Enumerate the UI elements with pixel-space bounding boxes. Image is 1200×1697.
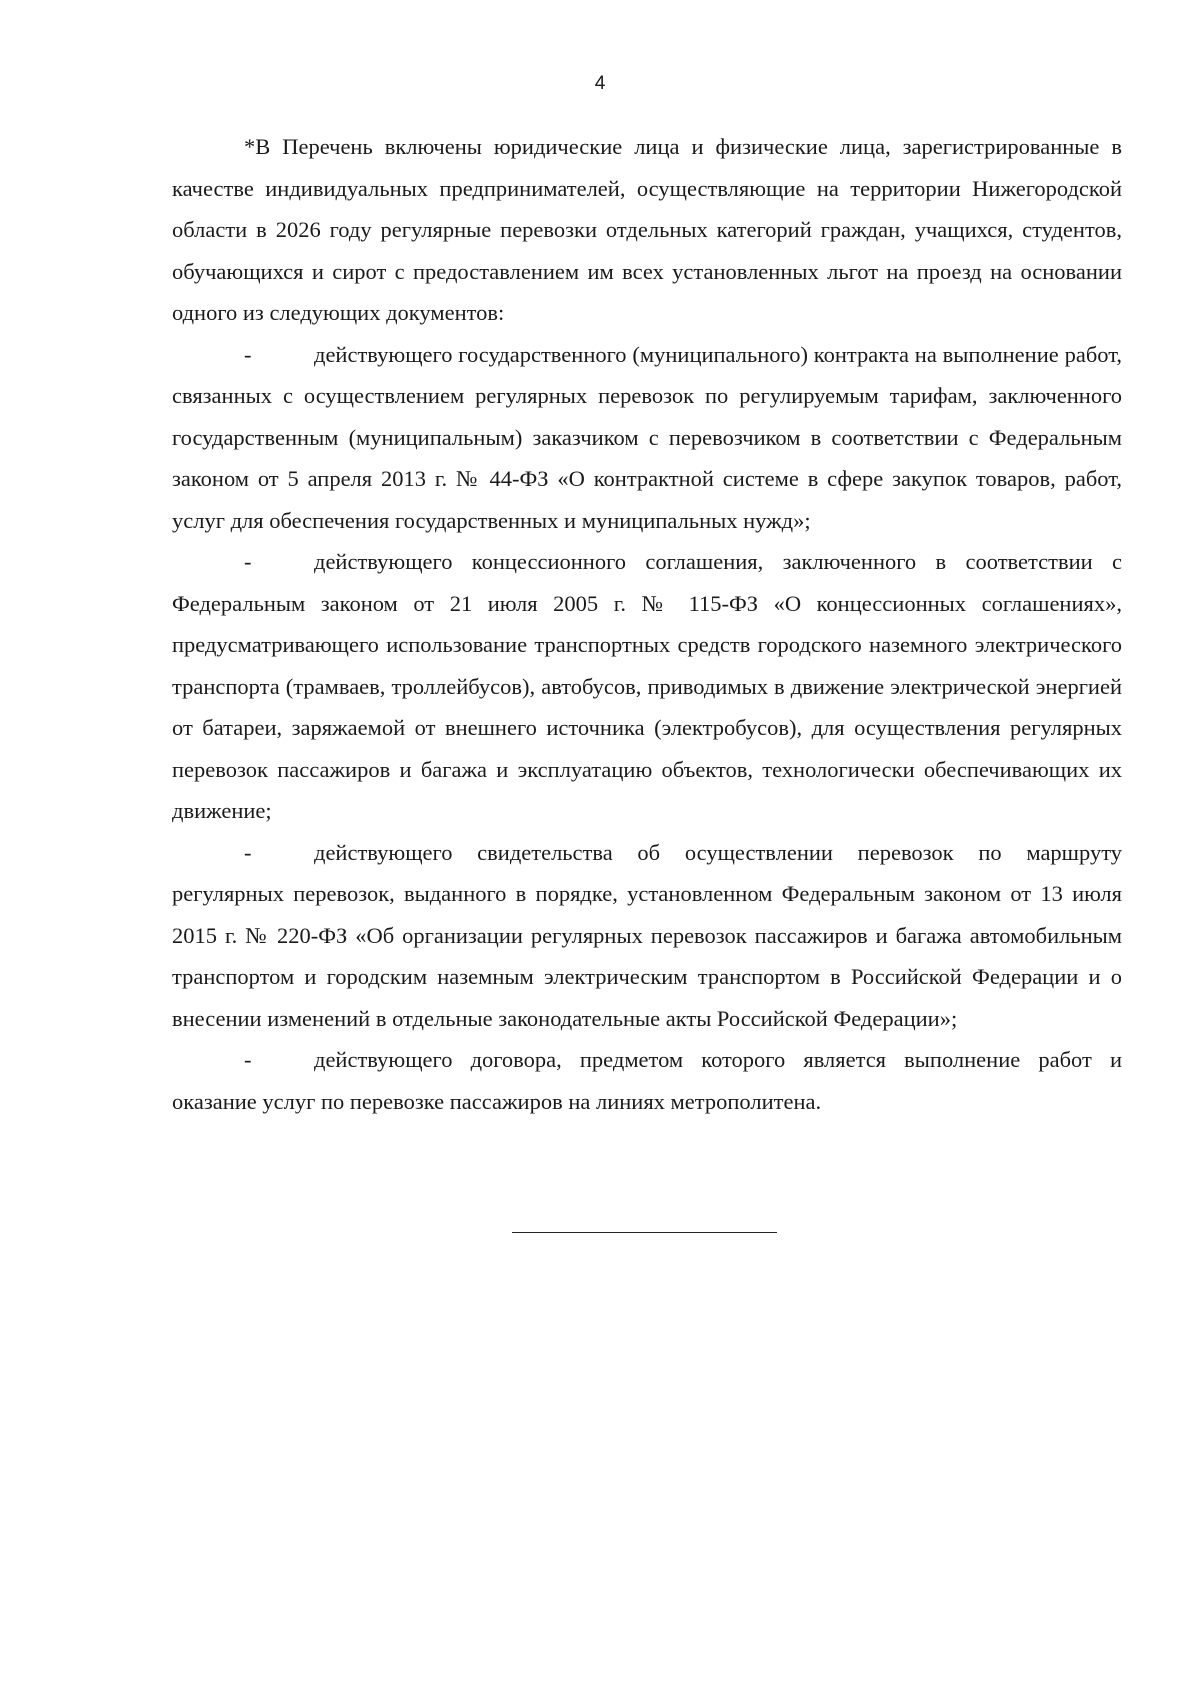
- list-dash: -: [244, 1047, 252, 1072]
- list-item-text: действующего концессионного соглашения, заключенного в соответствии с Федеральным законом от 21 июля 2005 г. № 115-ФЗ «О концессионных соглашениях», предусматривающего использование транспортных средств городского наземного электрического транспорта (трамваев, троллейбусов), автобусов, приводимых в движение электрической энергией от батареи, заряжаемой от внешнего источника (электробусов), для осуществления регулярных перевозок пассажиров и багажа и эксплуатацию объектов, технологически обеспечивающих их движение;: [172, 549, 1122, 823]
- intro-paragraph: *В Перечень включены юридические лица и физические лица, зарегистрированные в качестве индивидуальных предпринимателей, осуществляющие на территории Нижегородской области в 2026 году регулярные перевозки отдельных категорий граждан, учащихся, студентов, обучающихся и сирот с предоставлением им всех установленных льгот на проезд на основании одного из следующих документов:: [172, 134, 1122, 325]
- list-dash: -: [244, 839, 252, 865]
- list-item: [172, 1039, 1122, 1122]
- page-number: 4: [594, 73, 606, 94]
- list-dash: -: [244, 549, 252, 574]
- list-item: [172, 541, 1122, 832]
- list-item-text: действующего государственного (муниципального) контракта на выполнение работ, связанных с осуществлением регулярных перевозок по регулируемым тарифам, заключенного государственным (муниципальным) заказчиком с перевозчиком в соответствии с Федеральным законом от 5 апреля 2013 г. № 44-ФЗ «О контрактной системе в сфере закупок товаров, работ, услуг для обеспечения государственных и муниципальных нужд»;: [172, 341, 1122, 533]
- document-body: [172, 126, 1122, 1122]
- list-item-text: действующего договора, предметом которого является выполнение работ и оказание услуг по перевозке пассажиров на линиях метрополитена.: [172, 1047, 1122, 1114]
- end-rule: [512, 1232, 777, 1233]
- list-item-text: действующего свидетельства об осуществлении перевозок по маршруту регулярных перевозок, выданного в порядке, установленном Федеральным законом от 13 июля 2015 г. № 220-ФЗ «Об организации регулярных перевозок пассажиров и багажа автомобильным транспортом и городским наземным электрическим транспортом в Российской Федерации и о внесении изменений в отдельные законодательные акты Российской Федерации»;: [172, 839, 1122, 1031]
- list-item: [172, 334, 1122, 542]
- list-item: [172, 832, 1122, 1040]
- list-dash: -: [244, 341, 252, 367]
